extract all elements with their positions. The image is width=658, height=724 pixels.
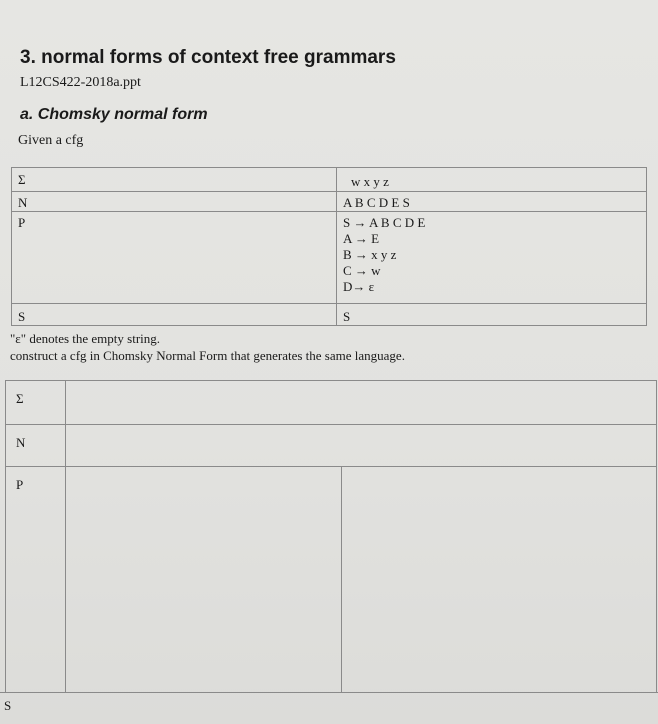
production-rule: B → x y z [343,247,397,262]
s-value: S [337,304,647,326]
page-title: 3. normal forms of context free grammars [20,47,396,68]
given-text: Given a cfg [18,133,84,148]
epsilon-note: "ε" denotes the empty string. [10,331,161,346]
p-label: P [12,212,337,304]
answer-sigma-field[interactable] [66,381,657,425]
file-name: L12CS422-2018a.ppt [20,75,141,90]
production-rule: D→ ε [343,279,375,294]
task-instruction: construct a cfg in Chomsky Normal Form that generates the same language. [10,348,405,363]
section-subtitle: a. Chomsky normal form [20,106,208,123]
sigma-label: Σ [12,168,337,192]
answer-p-label: P [6,467,66,693]
answer-grammar-table [5,380,657,693]
n-label: N [12,192,337,212]
productions-cell [337,212,647,304]
given-grammar-table [11,167,647,326]
answer-p-field-left[interactable] [66,467,342,693]
s-label: S [12,304,337,326]
production-rule: C → w [343,263,381,278]
sigma-value: w x y z [337,168,647,192]
production-rule: A → E [343,231,380,246]
answer-sigma-label: Σ [6,381,66,425]
divider [0,692,658,693]
n-value: A B C D E S [337,192,647,212]
answer-n-field[interactable] [66,425,657,467]
answer-p-field-right[interactable] [342,467,657,693]
production-rule: S → A B C D E [343,215,426,230]
answer-s-label: S [4,698,12,713]
answer-n-label: N [6,425,66,467]
